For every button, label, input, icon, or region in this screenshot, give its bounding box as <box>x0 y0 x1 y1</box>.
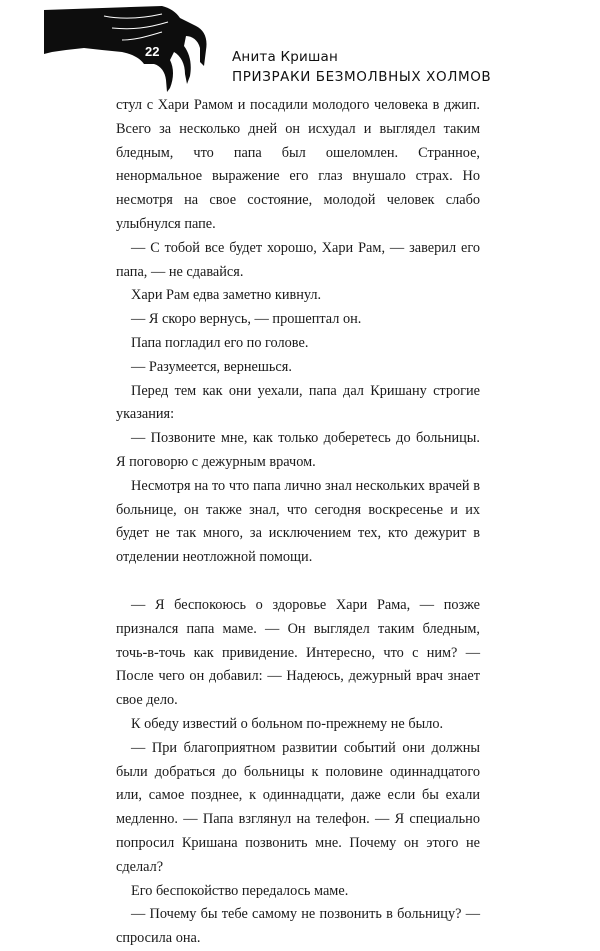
running-head <box>232 47 491 87</box>
book-title: ПРИЗРАКИ БЕЗМОЛВНЫХ ХОЛМОВ <box>232 69 492 85</box>
section-break <box>116 570 480 594</box>
paragraph: — Разумеется, вернешься. <box>131 358 292 375</box>
paragraph: стул с Хари Рамом и посадили молодого человека в джип. Всего за несколько дней он исхудал и выглядел таким бледным, что папа был ошеломлен. Странное, ненормальное выражение его глаз внушало страх. Но несмотря на свое состояние, молодой человек слабо улыбнулся папе. <box>116 97 480 232</box>
page-number: 22 <box>145 44 160 59</box>
paragraph: Его беспокойство передалось маме. <box>131 882 349 899</box>
body-text <box>116 94 480 951</box>
paragraph: — С тобой все будет хорошо, Хари Рам, — заверил его папа, — не сдавайся. <box>116 239 480 280</box>
paragraph: — При благоприятном развитии событий они должны были добраться до больницы к половине одиннадцатого или, самое позднее, к одиннадцати, даже если бы ехали медленно. — Папа взглянул на телефон. — Я специально попросил Кришана позвонить мне. Почему он этого не сделал? <box>116 739 480 875</box>
paragraph: — Позвоните мне, как только доберетесь до больницы. Я поговорю с дежурным врачом. <box>116 430 480 470</box>
claw-hand-icon <box>44 6 214 92</box>
page-header <box>0 0 600 96</box>
paragraph: — Я скоро вернусь, — прошептал он. <box>131 311 362 328</box>
paragraph: — Почему бы тебе самому не позвонить в больницу? — спросила она. <box>116 906 480 947</box>
paragraph: Папа погладил его по голове. <box>131 334 309 351</box>
paragraph: Хари Рам едва заметно кивнул. <box>131 287 322 304</box>
paragraph: Несмотря на то что папа лично знал нескольких врачей в больнице, он также знал, что сегодня воскресенье и их будет не так много, за исключением тех, кто дежурит в отделении неотложной помощи. <box>116 477 480 566</box>
paragraph: К обеду известий о больном по-прежнему не было. <box>131 715 444 732</box>
paragraph: — Я беспокоюсь о здоровье Хари Рама, — позже признался папа маме. — Он выглядел таким бледным, точь-в-точь как привидение. Интересно, что с ним? — После чего он добавил: — Надеюсь, дежурный врач знает свое дело. <box>116 596 480 709</box>
author-name: Анита Кришан <box>232 49 339 65</box>
paragraph: Перед тем как они уехали, папа дал Кришану строгие указания: <box>116 382 480 423</box>
